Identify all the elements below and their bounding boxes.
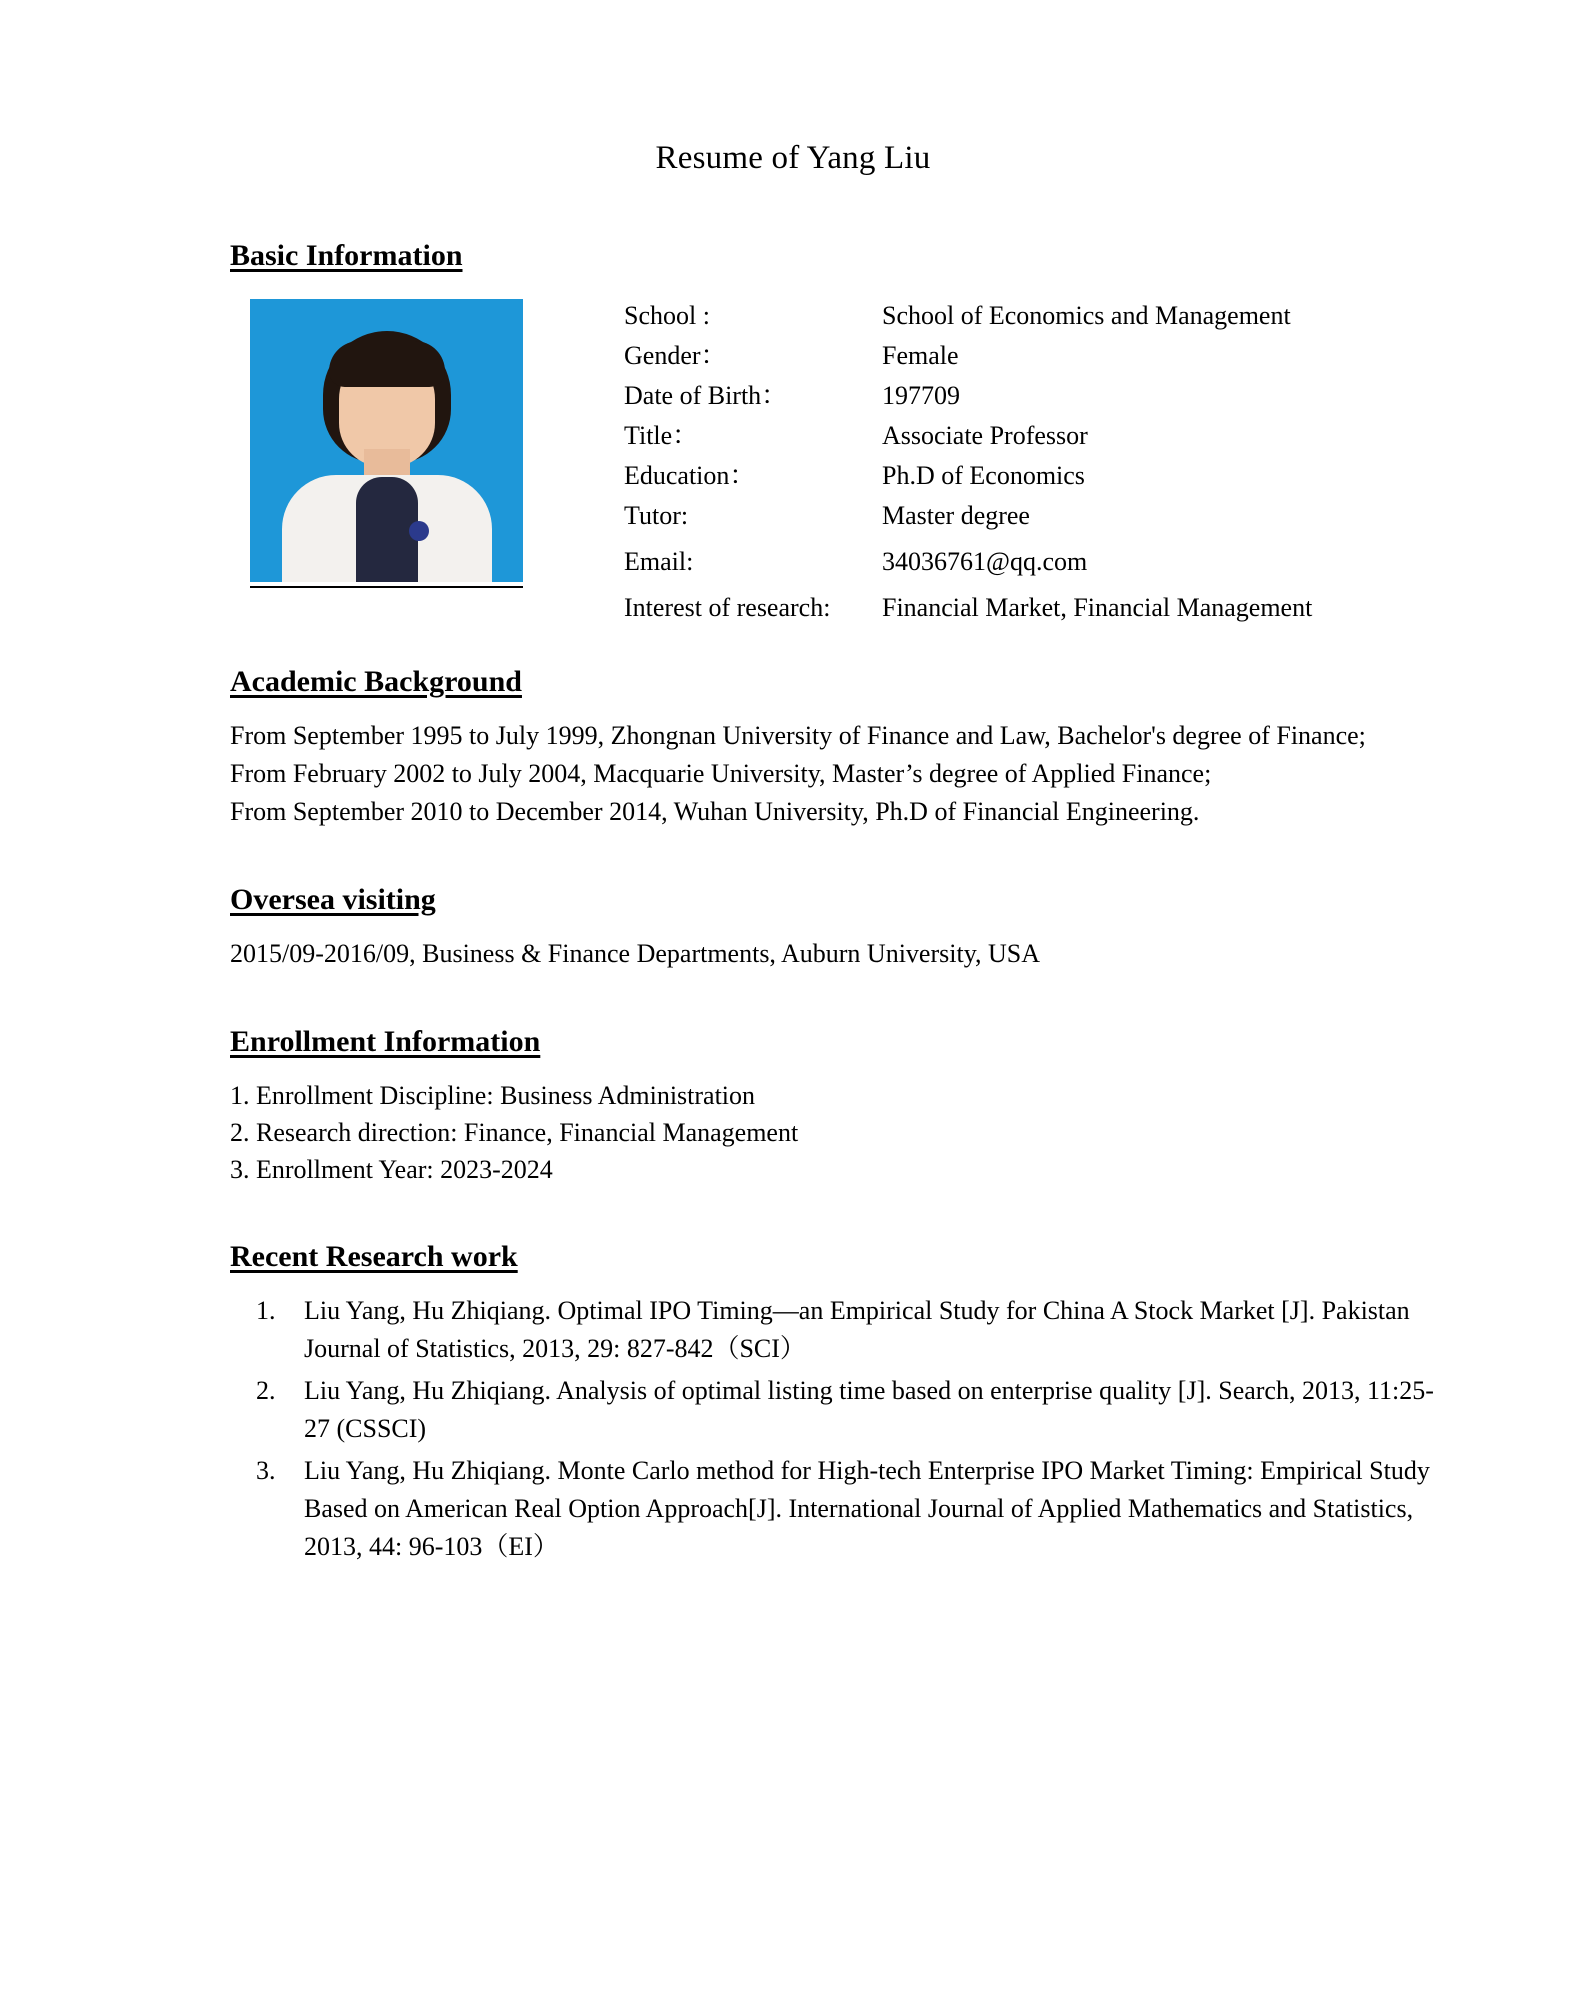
academic-background-paragraph-2: From February 2002 to July 2004, Macquarie University, Master’s degree of Applied Finance; xyxy=(230,759,1212,789)
list-item: 1. Liu Yang, Hu Zhiqiang. Optimal IPO Timing—an Empirical Study for China A Stock Market [J]. Pakistan Journal of Statistics, 2013, 29: 827-842（SCI） xyxy=(282,1292,1446,1368)
field-label-tutor: Tutor: xyxy=(624,501,689,531)
spacer xyxy=(0,1274,1586,1292)
oversea-visiting-text: 2015/09-2016/09, Business & Finance Departments, Auburn University, USA xyxy=(230,938,1041,968)
table-row xyxy=(624,419,1394,459)
portrait-photo xyxy=(250,299,523,582)
academic-background-paragraph-3: From September 2010 to December 2014, Wuhan University, Ph.D of Financial Engineering. xyxy=(230,797,1200,827)
section-heading-enrollment-information: Enrollment Information xyxy=(230,1024,541,1058)
list-item: 2. Liu Yang, Hu Zhiqiang. Analysis of optimal listing time based on enterprise quality [J]. Search, 2013, 11:25-27 (CSSCI) xyxy=(282,1372,1446,1448)
field-label-title: Title： xyxy=(624,421,699,451)
section-heading-basic-information: Basic Information xyxy=(230,239,463,272)
academic-background-paragraph-1: From September 1995 to July 1999, Zhongnan University of Finance and Law, Bachelor's degree of Finance; xyxy=(230,721,1366,751)
field-label-gender: Gender： xyxy=(624,341,727,371)
portrait-photo-container xyxy=(250,299,525,588)
field-value-email: 34036761@qq.com xyxy=(882,547,1088,577)
field-label-interest-of-research: Interest of research: xyxy=(624,593,831,623)
publications-list xyxy=(0,1292,1586,1566)
spacer xyxy=(0,1188,1586,1240)
photo-underline-rule xyxy=(250,586,523,588)
field-value-title: Associate Professor xyxy=(882,421,1088,451)
list-item: 3. Liu Yang, Hu Zhiqiang. Monte Carlo method for High-tech Enterprise IPO Market Timing: Empirical Study Based on American Real Option Approach[J]. International Journal of Applied Mathematics and Statistics, 2013, 44: 96-103（EI） xyxy=(282,1452,1446,1566)
table-row xyxy=(624,459,1394,499)
table-row xyxy=(624,339,1394,379)
page-title: Resume of Yang Liu xyxy=(655,140,931,176)
field-label-school: School : xyxy=(624,301,710,330)
field-value-school: School of Economics and Management xyxy=(882,301,1291,330)
table-row xyxy=(624,539,1394,585)
spacer xyxy=(0,699,1586,717)
section-heading-recent-research-work: Recent Research work xyxy=(230,1240,518,1274)
spacer xyxy=(0,917,1586,935)
spacer xyxy=(0,831,1586,883)
list-item: 2. Research direction: Finance, Financial Management xyxy=(230,1118,799,1148)
spacer xyxy=(0,973,1586,1025)
section-heading-academic-background: Academic Background xyxy=(230,665,522,699)
list-item: 3. Enrollment Year: 2023-2024 xyxy=(230,1155,553,1185)
field-value-gender: Female xyxy=(882,341,959,371)
section-heading-oversea-visiting: Oversea visiting xyxy=(230,882,436,916)
field-value-education: Ph.D of Economics xyxy=(882,461,1085,491)
basic-information-block xyxy=(0,273,1586,631)
table-row xyxy=(624,379,1394,419)
field-label-date-of-birth: Date of Birth： xyxy=(624,381,788,411)
field-value-tutor: Master degree xyxy=(882,501,1030,531)
list-item: 1. Enrollment Discipline: Business Administration xyxy=(230,1080,756,1110)
field-label-email: Email: xyxy=(624,547,694,577)
basic-information-table xyxy=(624,299,1394,631)
table-row xyxy=(624,299,1394,339)
field-value-date-of-birth: 197709 xyxy=(882,381,960,411)
table-row xyxy=(624,499,1394,539)
photo-fringe-shape xyxy=(329,341,445,387)
table-row xyxy=(624,585,1394,631)
photo-brooch-shape xyxy=(409,521,429,541)
field-value-interest-of-research: Financial Market, Financial Management xyxy=(882,593,1313,623)
spacer xyxy=(0,631,1586,665)
spacer xyxy=(0,1059,1586,1077)
field-label-education: Education： xyxy=(624,461,756,491)
enrollment-information-list xyxy=(0,1077,1586,1189)
